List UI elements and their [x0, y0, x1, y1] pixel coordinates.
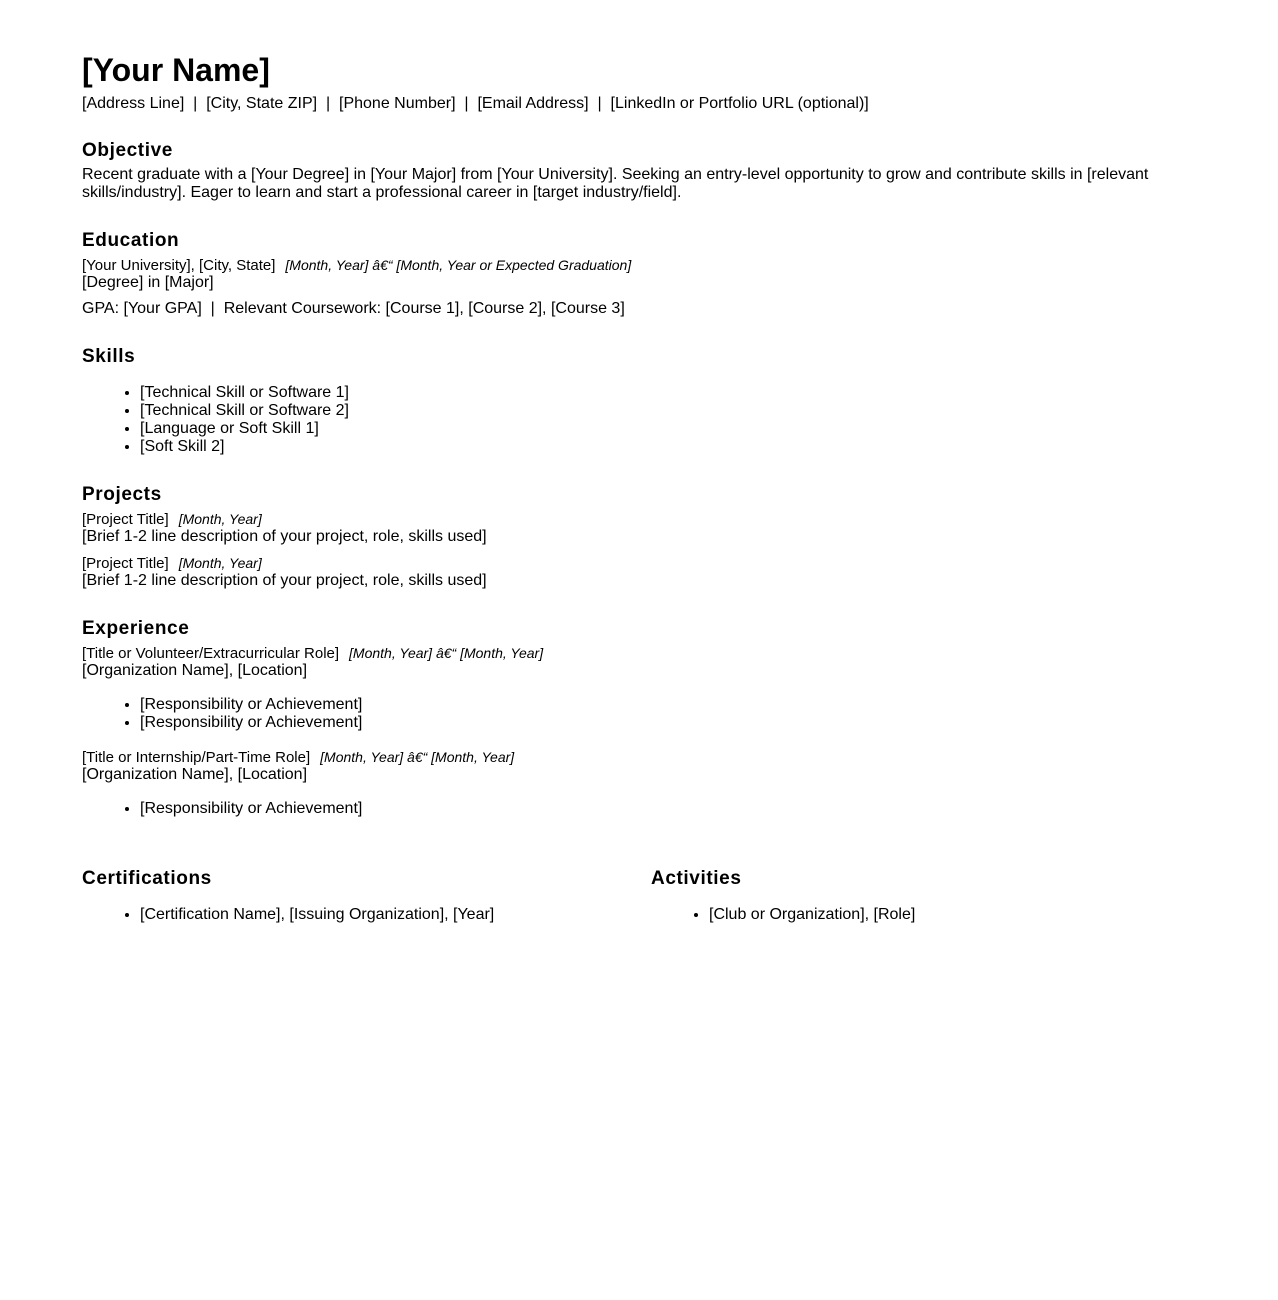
section-title-certifications: Certifications: [82, 868, 212, 889]
project-description: [Brief 1-2 line description of your project, role, skills used]: [82, 572, 487, 589]
experience-organization: [Organization Name], [Location]: [82, 766, 308, 783]
skill-item: • [Language or Soft Skill 1]: [140, 420, 349, 438]
experience-role: [Title or Volunteer/Extracurricular Role]: [82, 645, 340, 662]
experience-bullet: • [Responsibility or Achievement]: [140, 714, 362, 732]
section-title-skills: Skills: [82, 346, 136, 367]
activities-list: [651, 906, 915, 924]
experience-bullets: [82, 696, 362, 732]
experience-bullet: • [Responsibility or Achievement]: [140, 696, 362, 714]
section-title-education: Education: [82, 230, 180, 251]
skill-item: • [Technical Skill or Software 2]: [140, 402, 349, 420]
project-date: [Month, Year]: [178, 511, 262, 527]
education-degree: [Degree] in [Major]: [82, 274, 214, 291]
experience-header: [82, 749, 514, 767]
certification-item: • [Certification Name], [Issuing Organization], [Year]: [140, 906, 494, 924]
education-dates: [Month, Year] â€“ [Month, Year or Expected Graduation]: [285, 257, 632, 273]
project-date: [Month, Year]: [178, 555, 262, 571]
skill-item: • [Soft Skill 2]: [140, 438, 349, 456]
section-title-activities: Activities: [651, 868, 742, 889]
education-header: [82, 257, 631, 275]
certifications-list: [82, 906, 494, 924]
project-header: [82, 555, 262, 573]
experience-role: [Title or Internship/Part-Time Role]: [82, 749, 311, 766]
section-title-projects: Projects: [82, 484, 162, 505]
experience-dates: [Month, Year] â€“ [Month, Year]: [349, 645, 544, 661]
education-details: GPA: [Your GPA] | Relevant Coursework: [Course 1], [Course 2], [Course 3]: [82, 300, 625, 317]
experience-organization: [Organization Name], [Location]: [82, 662, 308, 679]
project-description: [Brief 1-2 line description of your project, role, skills used]: [82, 528, 487, 545]
skills-list: [82, 384, 349, 456]
objective-text: Recent graduate with a [Your Degree] in [Your Major] from [Your University]. Seeking an entry-level opportunity to grow and contribute skills in [relevant skills/industry]. Eager to learn and start a professional career in [target industry/field].: [82, 166, 1149, 201]
candidate-name: [Your Name]: [82, 52, 270, 88]
project-header: [82, 511, 262, 529]
experience-header: [82, 645, 543, 663]
activity-item: • [Club or Organization], [Role]: [709, 906, 915, 924]
education-school: [Your University], [City, State]: [82, 257, 276, 274]
section-title-objective: Objective: [82, 140, 173, 161]
contact-line: [Address Line] | [City, State ZIP] | [Phone Number] | [Email Address] | [LinkedIn or Portfolio URL (optional)]: [82, 95, 869, 112]
experience-dates: [Month, Year] â€“ [Month, Year]: [320, 749, 515, 765]
skill-item: • [Technical Skill or Software 1]: [140, 384, 349, 402]
project-title: [Project Title]: [82, 511, 169, 528]
experience-bullets: [82, 800, 362, 818]
project-title: [Project Title]: [82, 555, 169, 572]
experience-bullet: • [Responsibility or Achievement]: [140, 800, 362, 818]
section-title-experience: Experience: [82, 618, 190, 639]
